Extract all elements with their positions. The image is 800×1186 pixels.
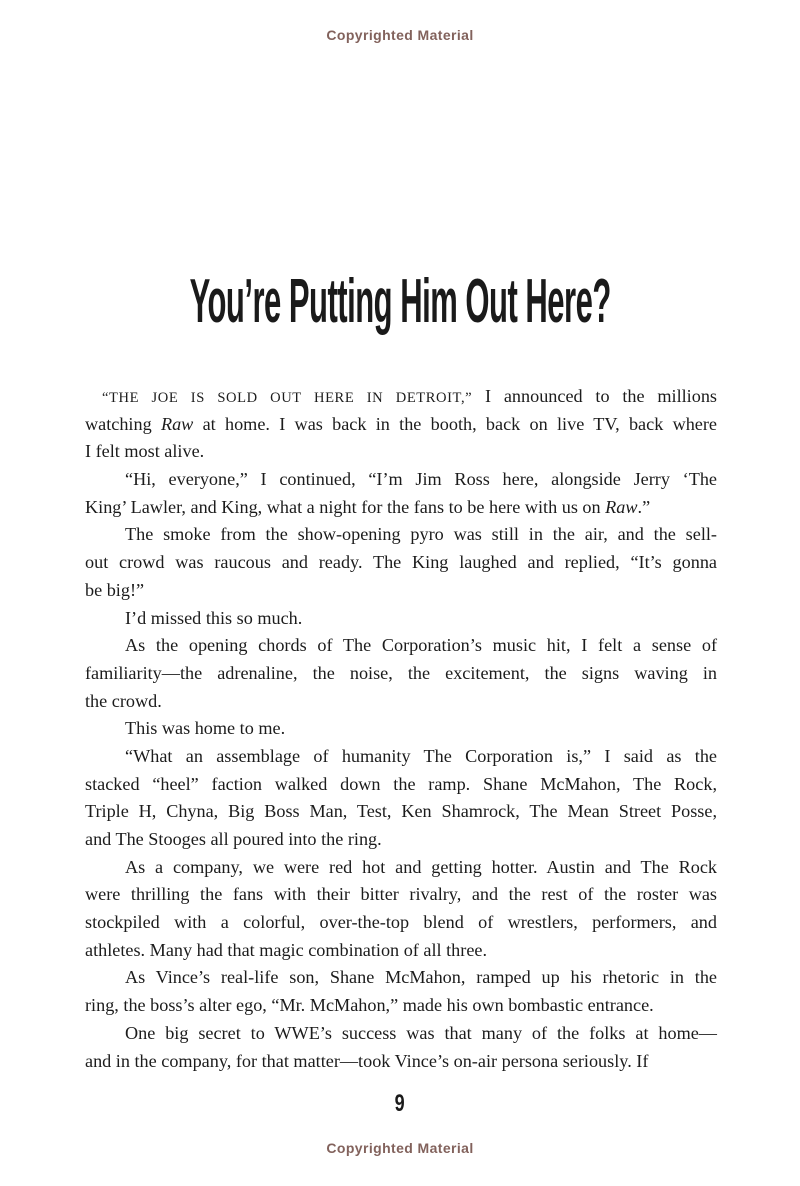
text-line bbox=[85, 1048, 717, 1076]
body-text-segment: This was home to me. bbox=[125, 718, 286, 739]
body-text-segment: Triple H, Chyna, Big Boss Man, Test, Ken Shamrock, The Mean Street Posse, bbox=[85, 801, 717, 822]
body-text-segment: stacked “heel” faction walked down the ramp. Shane McMahon, The Rock, bbox=[85, 773, 717, 794]
body-text-segment: I felt most alive. bbox=[85, 441, 205, 462]
body-text-segment: I announced to the millions bbox=[472, 386, 717, 406]
chapter-title: You’re Putting Him Out Here? bbox=[189, 267, 611, 336]
page-number: 9 bbox=[394, 1090, 406, 1117]
page-number-container bbox=[0, 1090, 800, 1118]
body-text-segment: “What an assemblage of humanity The Corporation is,” I said as the bbox=[125, 745, 717, 766]
body-text-segment: .” bbox=[637, 496, 651, 517]
body-text-segment: familiarity—the adrenaline, the noise, the excitement, the signs waving in bbox=[85, 662, 717, 683]
text-line bbox=[85, 798, 717, 826]
text-line bbox=[85, 660, 717, 688]
body-text-segment: athletes. Many had that magic combination of all three. bbox=[85, 939, 488, 960]
text-line bbox=[85, 743, 717, 771]
text-line bbox=[85, 632, 717, 660]
text-line bbox=[85, 854, 717, 882]
body-text-segment: at home. I was back in the booth, back on live TV, back where bbox=[193, 413, 717, 434]
text-line bbox=[85, 466, 717, 494]
text-line bbox=[85, 909, 717, 937]
body-text-segment: As a company, we were red hot and getting hotter. Austin and The Rock bbox=[125, 856, 717, 877]
body-text-segment: I’d missed this so much. bbox=[125, 607, 303, 628]
body-text-segment: ring, the boss’s alter ego, “Mr. McMahon,” made his own bombastic entrance. bbox=[85, 995, 654, 1016]
body-text-segment: The smoke from the show-opening pyro was still in the air, and the sell- bbox=[125, 524, 717, 545]
body-text-segment: and in the company, for that matter—took Vince’s on-air persona seriously. If bbox=[85, 1050, 649, 1071]
text-line bbox=[85, 411, 717, 439]
text-line bbox=[85, 1020, 717, 1048]
text-line bbox=[85, 688, 717, 716]
body-text-segment: King’ Lawler, and King, what a night for the fans to be here with us on bbox=[85, 496, 606, 517]
body-text-segment: out crowd was raucous and ready. The King laughed and replied, “It’s gonna bbox=[85, 552, 717, 573]
body-text-segment: One big secret to WWE’s success was that many of the folks at home— bbox=[125, 1022, 717, 1043]
text-line bbox=[85, 826, 717, 854]
body-text-segment: “Hi, everyone,” I continued, “I’m Jim Ross here, alongside Jerry ‘The bbox=[125, 469, 717, 490]
body-text-segment: As Vince’s real-life son, Shane McMahon, ramped up his rhetoric in the bbox=[125, 967, 717, 988]
body-text-segment: and The Stooges all poured into the ring. bbox=[85, 829, 382, 849]
text-line bbox=[85, 577, 717, 605]
text-line bbox=[85, 605, 717, 633]
chapter-title-container bbox=[0, 268, 800, 336]
text-line bbox=[85, 494, 717, 522]
text-line bbox=[85, 881, 717, 909]
body-text-segment: As the opening chords of The Corporation’s music hit, I felt a sense of bbox=[125, 635, 717, 656]
body-text-segment: were thrilling the fans with their bitter rivalry, and the rest of the roster was bbox=[85, 884, 717, 905]
text-line bbox=[85, 937, 717, 965]
text-line bbox=[85, 521, 717, 549]
body-text-segment: be big!” bbox=[85, 579, 145, 600]
body-text-segment: the crowd. bbox=[85, 690, 162, 711]
italic-text: Raw bbox=[160, 413, 194, 434]
text-line bbox=[85, 715, 717, 743]
top-copyright-banner: Copyrighted Material bbox=[326, 27, 474, 43]
text-line bbox=[85, 964, 717, 992]
text-line bbox=[85, 992, 717, 1020]
text-line bbox=[85, 549, 717, 577]
text-line bbox=[85, 383, 717, 411]
smallcaps-text: “THE JOE IS SOLD OUT HERE IN DETROIT,” bbox=[102, 390, 473, 406]
body-text bbox=[85, 383, 717, 1075]
text-line bbox=[85, 438, 717, 466]
body-text-segment: stockpiled with a colorful, over-the-top blend of wrestlers, performers, and bbox=[85, 912, 717, 933]
text-line bbox=[85, 771, 717, 799]
body-text-segment: watching bbox=[85, 413, 161, 434]
bottom-copyright-banner: Copyrighted Material bbox=[326, 1140, 474, 1156]
italic-text: Raw bbox=[605, 496, 638, 517]
